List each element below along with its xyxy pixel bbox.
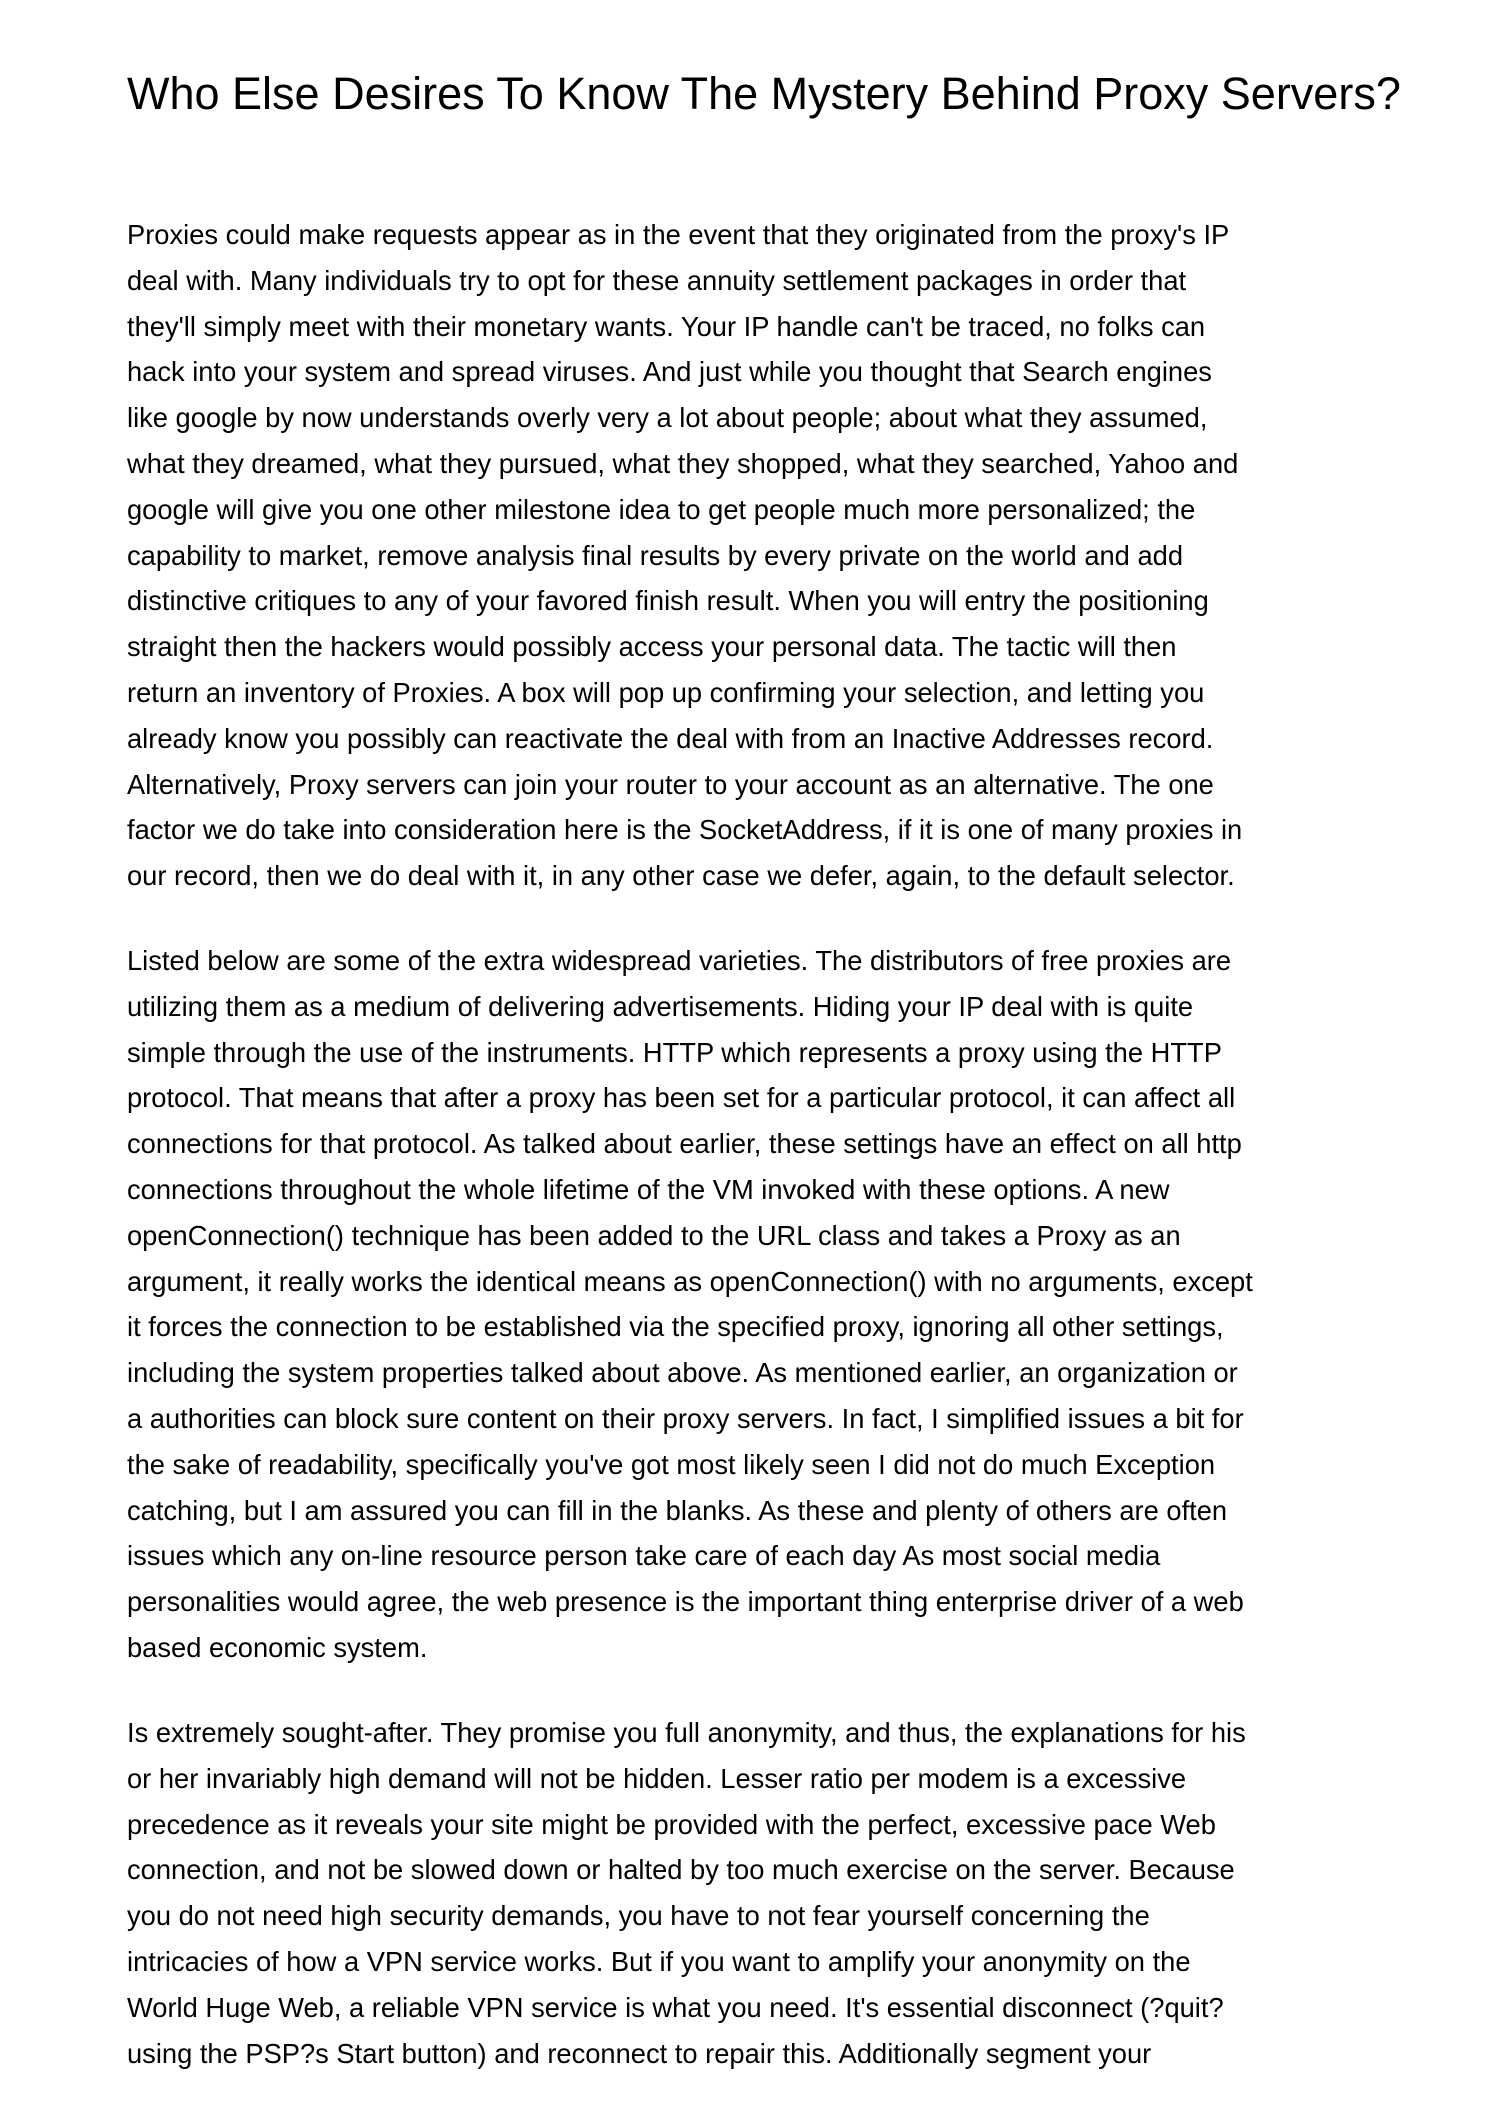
text-line: factor we do take into consideration here is the SocketAddress, if it is one of many proxies in xyxy=(127,814,1243,846)
text-line: issues which any on-line resource person take care of each day As most social media xyxy=(127,1540,1161,1572)
text-line: like google by now understands overly very a lot about people; about what they assumed, xyxy=(127,402,1208,434)
text-line: including the system properties talked about above. As mentioned earlier, an organization or xyxy=(127,1357,1238,1389)
text-line: based economic system. xyxy=(127,1631,428,1663)
text-line: simple through the use of the instruments. HTTP which represents a proxy using the HTTP xyxy=(127,1036,1222,1068)
text-line: it forces the connection to be established via the specified proxy, ignoring all other settings, xyxy=(127,1311,1224,1343)
page-title: Who Else Desires To Know The Mystery Behind Proxy Servers? xyxy=(127,68,1401,119)
text-line: they'll simply meet with their monetary wants. Your IP handle can't be traced, no folks can xyxy=(127,310,1206,342)
text-line: utilizing them as a medium of delivering advertisements. Hiding your IP deal with is quite xyxy=(127,990,1194,1022)
text-line: Is extremely sought-after. They promise you full anonymity, and thus, the explanations for his xyxy=(127,1717,1246,1748)
text-line: you do not need high security demands, you have to not fear yourself concerning the xyxy=(127,1900,1150,1932)
paragraph-2 xyxy=(127,938,1253,1671)
text-line: distinctive critiques to any of your favored finish result. When you will entry the positioning xyxy=(127,585,1209,617)
paragraph-1 xyxy=(127,212,1242,899)
text-line: hack into your system and spread viruses. And just while you thought that Search engines xyxy=(127,356,1212,388)
text-line: personalities would agree, the web presence is the important thing enterprise driver of a web xyxy=(127,1586,1244,1618)
text-line: deal with. Many individuals try to opt for these annuity settlement packages in order that xyxy=(127,264,1187,296)
text-line: the sake of readability, specifically you've got most likely seen I did not do much Exception xyxy=(127,1448,1216,1480)
text-line: using the PSP?s Start button) and reconnect to repair this. Additionally segment your xyxy=(127,2037,1152,2069)
text-line: Alternatively, Proxy servers can join your router to your account as an alternative. The one xyxy=(127,768,1214,800)
text-line: google will give you one other milestone idea to get people much more personalized; the xyxy=(127,493,1196,525)
text-line: connections throughout the whole lifetime of the VM invoked with these options. A new xyxy=(127,1173,1170,1205)
text-line: intricacies of how a VPN service works. But if you want to amplify your anonymity on the xyxy=(127,1945,1191,1977)
text-line: connection, and not be slowed down or halted by too much exercise on the server. Because xyxy=(127,1854,1235,1886)
text-line: capability to market, remove analysis final results by every private on the world and add xyxy=(127,539,1183,571)
text-line: precedence as it reveals your site might be provided with the perfect, excessive pace Web xyxy=(127,1808,1216,1840)
text-line: a authorities can block sure content on their proxy servers. In fact, I simplified issues a bit for xyxy=(127,1402,1244,1434)
text-line: catching, but I am assured you can fill in the blanks. As these and plenty of others are often xyxy=(127,1494,1228,1526)
text-line: return an inventory of Proxies. A box will pop up confirming your selection, and letting you xyxy=(127,676,1205,708)
text-line: already know you possibly can reactivate the deal with from an Inactive Addresses record. xyxy=(127,722,1214,754)
text-line: argument, it really works the identical means as openConnection() with no arguments, except xyxy=(127,1265,1253,1297)
text-line: straight then the hackers would possibly access your personal data. The tactic will then xyxy=(127,631,1177,663)
text-line: Listed below are some of the extra widespread varieties. The distributors of free proxies are xyxy=(127,945,1232,976)
text-line: or her invariably high demand will not be hidden. Lesser ratio per modem is a excessive xyxy=(127,1762,1187,1794)
text-line: our record, then we do deal with it, in any other case we defer, again, to the default selector. xyxy=(127,860,1235,892)
text-line: protocol. That means that after a proxy has been set for a particular protocol, it can affect all xyxy=(127,1082,1236,1114)
text-line: what they dreamed, what they pursued, what they shopped, what they searched, Yahoo and xyxy=(127,447,1239,479)
text-line: Proxies could make requests appear as in the event that they originated from the proxy's IP xyxy=(127,219,1230,250)
paragraph-3 xyxy=(127,1710,1246,2076)
text-line: World Huge Web, a reliable VPN service is what you need. It's essential disconnect (?quit? xyxy=(127,1991,1224,2023)
text-line: openConnection() technique has been added to the URL class and takes a Proxy as an xyxy=(127,1219,1181,1251)
text-line: connections for that protocol. As talked about earlier, these settings have an effect on all http xyxy=(127,1128,1242,1160)
